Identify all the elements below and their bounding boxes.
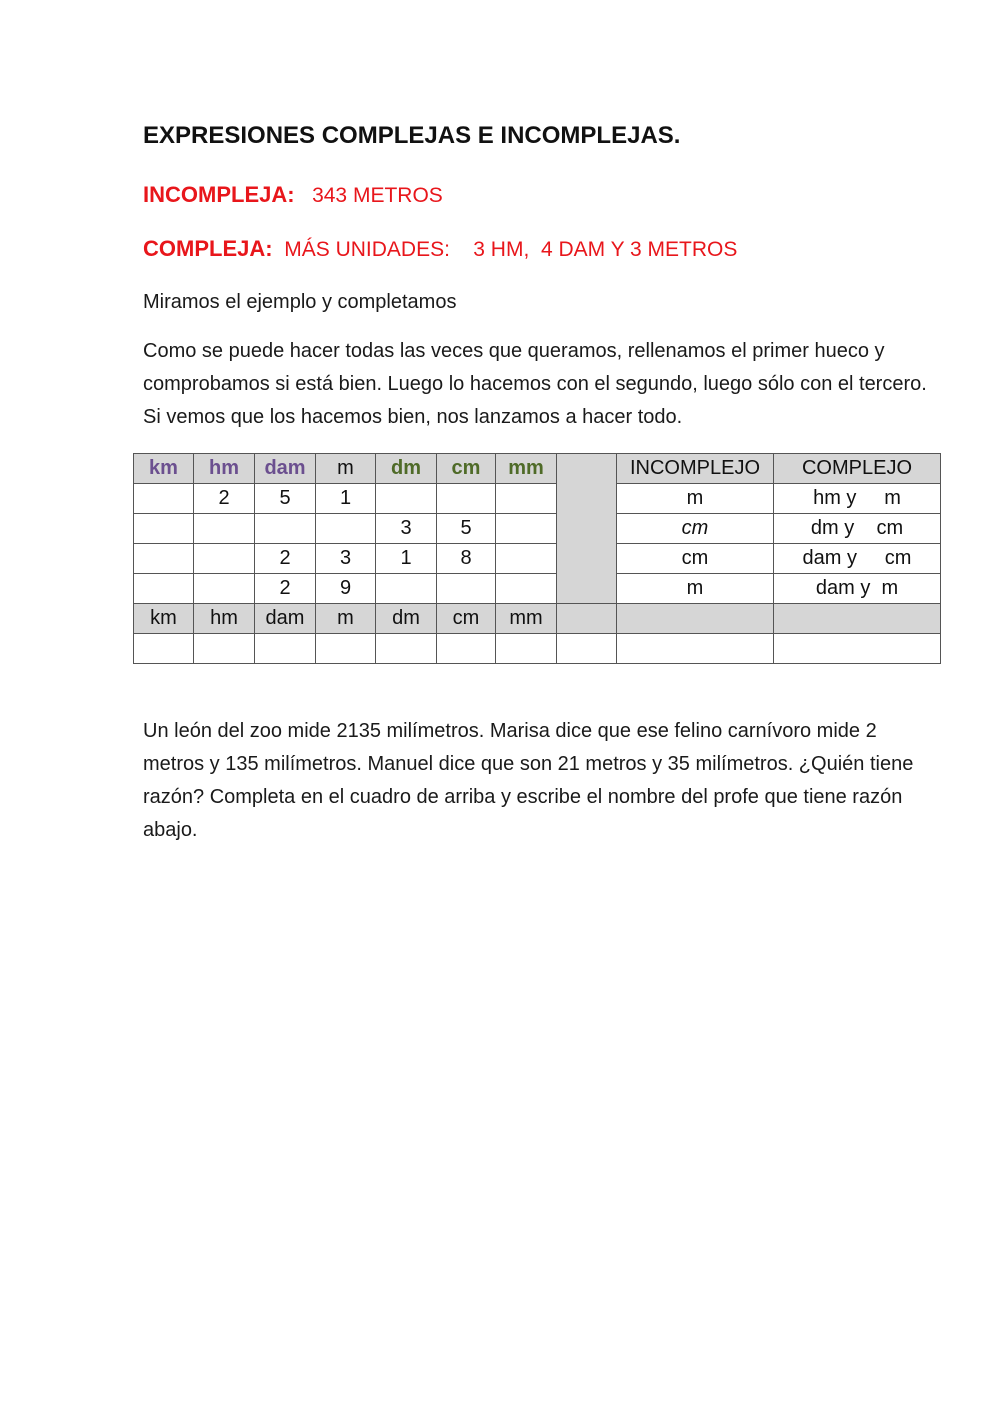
units-table (133, 453, 941, 664)
lion-digit-m[interactable] (316, 634, 376, 664)
digit-cell[interactable]: 2 (255, 544, 316, 574)
lion-digit-dam[interactable] (255, 634, 316, 664)
header-cm: cm (437, 454, 496, 484)
lion-digit-cm[interactable] (437, 634, 496, 664)
lion-incomplejo-input[interactable] (621, 634, 769, 663)
table-row (134, 574, 941, 604)
lion-dam-input[interactable] (259, 634, 311, 663)
header2-blank (557, 604, 617, 634)
lion-cm-input[interactable] (441, 634, 491, 663)
header2-cm: cm (437, 604, 496, 634)
digit-cell[interactable]: 2 (255, 574, 316, 604)
lion-blank (557, 634, 617, 664)
complejo-answer[interactable]: dm y cm (774, 514, 941, 544)
digit-cell[interactable]: 1 (376, 544, 437, 574)
lion-digit-dm[interactable] (376, 634, 437, 664)
digit-cell[interactable] (194, 574, 255, 604)
digit-cell[interactable] (134, 484, 194, 514)
instruction-text: Miramos el ejemplo y completamos (143, 291, 457, 313)
lion-digit-mm[interactable] (496, 634, 557, 664)
header-hm: hm (194, 454, 255, 484)
digit-cell[interactable]: 3 (376, 514, 437, 544)
header-mm: mm (496, 454, 557, 484)
incompleja-label: INCOMPLEJA: (143, 182, 295, 207)
digit-cell[interactable] (134, 574, 194, 604)
lion-km-input[interactable] (138, 634, 189, 663)
header-incomplejo: INCOMPLEJO (617, 454, 774, 484)
lion-m-input[interactable] (320, 634, 371, 663)
digit-cell[interactable] (437, 484, 496, 514)
header-dam: dam (255, 454, 316, 484)
digit-cell[interactable] (134, 544, 194, 574)
header-km: km (134, 454, 194, 484)
lion-complejo[interactable] (774, 634, 941, 664)
incomplejo-answer[interactable]: cm (617, 514, 774, 544)
compleja-value: MÁS UNIDADES: 3 HM, 4 DAM Y 3 METROS (284, 238, 738, 261)
lion-mm-input[interactable] (500, 634, 552, 663)
digit-cell[interactable] (437, 574, 496, 604)
lion-incomplejo[interactable] (617, 634, 774, 664)
complejo-answer[interactable]: dam y m (774, 574, 941, 604)
table-row (134, 514, 941, 544)
incompleja-definition (143, 182, 443, 208)
digit-cell[interactable]: 5 (255, 484, 316, 514)
units-header-row-2 (134, 604, 941, 634)
table-row-lion (134, 634, 941, 664)
units-header-row (134, 454, 941, 484)
header-dm: dm (376, 454, 437, 484)
incompleja-value: 343 METROS (312, 184, 443, 207)
digit-cell[interactable]: 8 (437, 544, 496, 574)
header2-complejo-blank (774, 604, 941, 634)
complejo-answer[interactable]: hm y m (774, 484, 941, 514)
lion-hm-input[interactable] (198, 634, 250, 663)
lion-digit-hm[interactable] (194, 634, 255, 664)
digit-cell[interactable] (316, 514, 376, 544)
compleja-label: COMPLEJA: (143, 236, 273, 261)
digit-cell[interactable] (194, 514, 255, 544)
digit-cell[interactable]: 2 (194, 484, 255, 514)
digit-cell[interactable] (134, 514, 194, 544)
header2-dm: dm (376, 604, 437, 634)
digit-cell[interactable] (194, 544, 255, 574)
lion-complejo-input[interactable] (778, 634, 936, 663)
lion-digit-km[interactable] (134, 634, 194, 664)
complejo-answer[interactable]: dam y cm (774, 544, 941, 574)
incomplejo-answer[interactable]: cm (617, 544, 774, 574)
header2-km: km (134, 604, 194, 634)
incomplejo-answer[interactable]: m (617, 574, 774, 604)
digit-cell[interactable] (255, 514, 316, 544)
table-row (134, 484, 941, 514)
header-complejo: COMPLEJO (774, 454, 941, 484)
lion-problem-text: Un león del zoo mide 2135 milímetros. Marisa dice que ese felino carnívoro mide 2 metros y 135 milímetros. Manuel dice que son 21 metros y 35 milímetros. ¿Quién tiene razón? Completa en el cuadro de arriba y escribe el nombre del profe que tiene razón abajo. (143, 720, 914, 841)
incomplejo-answer[interactable]: m (617, 484, 774, 514)
explanation-text: Como se puede hacer todas las veces que queramos, rellenamos el primer hueco y comprobamos si está bien. Luego lo hacemos con el segundo, luego sólo con el tercero. Si vemos que los hacemos bien, nos lanzamos a hacer todo. (143, 340, 927, 428)
header-m: m (316, 454, 376, 484)
digit-cell[interactable]: 5 (437, 514, 496, 544)
table-row (134, 544, 941, 574)
header2-mm: mm (496, 604, 557, 634)
digit-cell[interactable] (496, 544, 557, 574)
header2-m: m (316, 604, 376, 634)
digit-cell[interactable]: 9 (316, 574, 376, 604)
compleja-definition (143, 236, 737, 262)
header2-hm: hm (194, 604, 255, 634)
digit-cell[interactable] (376, 574, 437, 604)
header2-incomplejo-blank (617, 604, 774, 634)
separator-cell (557, 454, 617, 604)
digit-cell[interactable] (496, 484, 557, 514)
digit-cell[interactable] (496, 514, 557, 544)
worksheet-title: EXPRESIONES COMPLEJAS E INCOMPLEJAS. (143, 122, 681, 149)
header2-dam: dam (255, 604, 316, 634)
digit-cell[interactable]: 3 (316, 544, 376, 574)
digit-cell[interactable] (376, 484, 437, 514)
lion-dm-input[interactable] (380, 634, 432, 663)
digit-cell[interactable]: 1 (316, 484, 376, 514)
digit-cell[interactable] (496, 574, 557, 604)
